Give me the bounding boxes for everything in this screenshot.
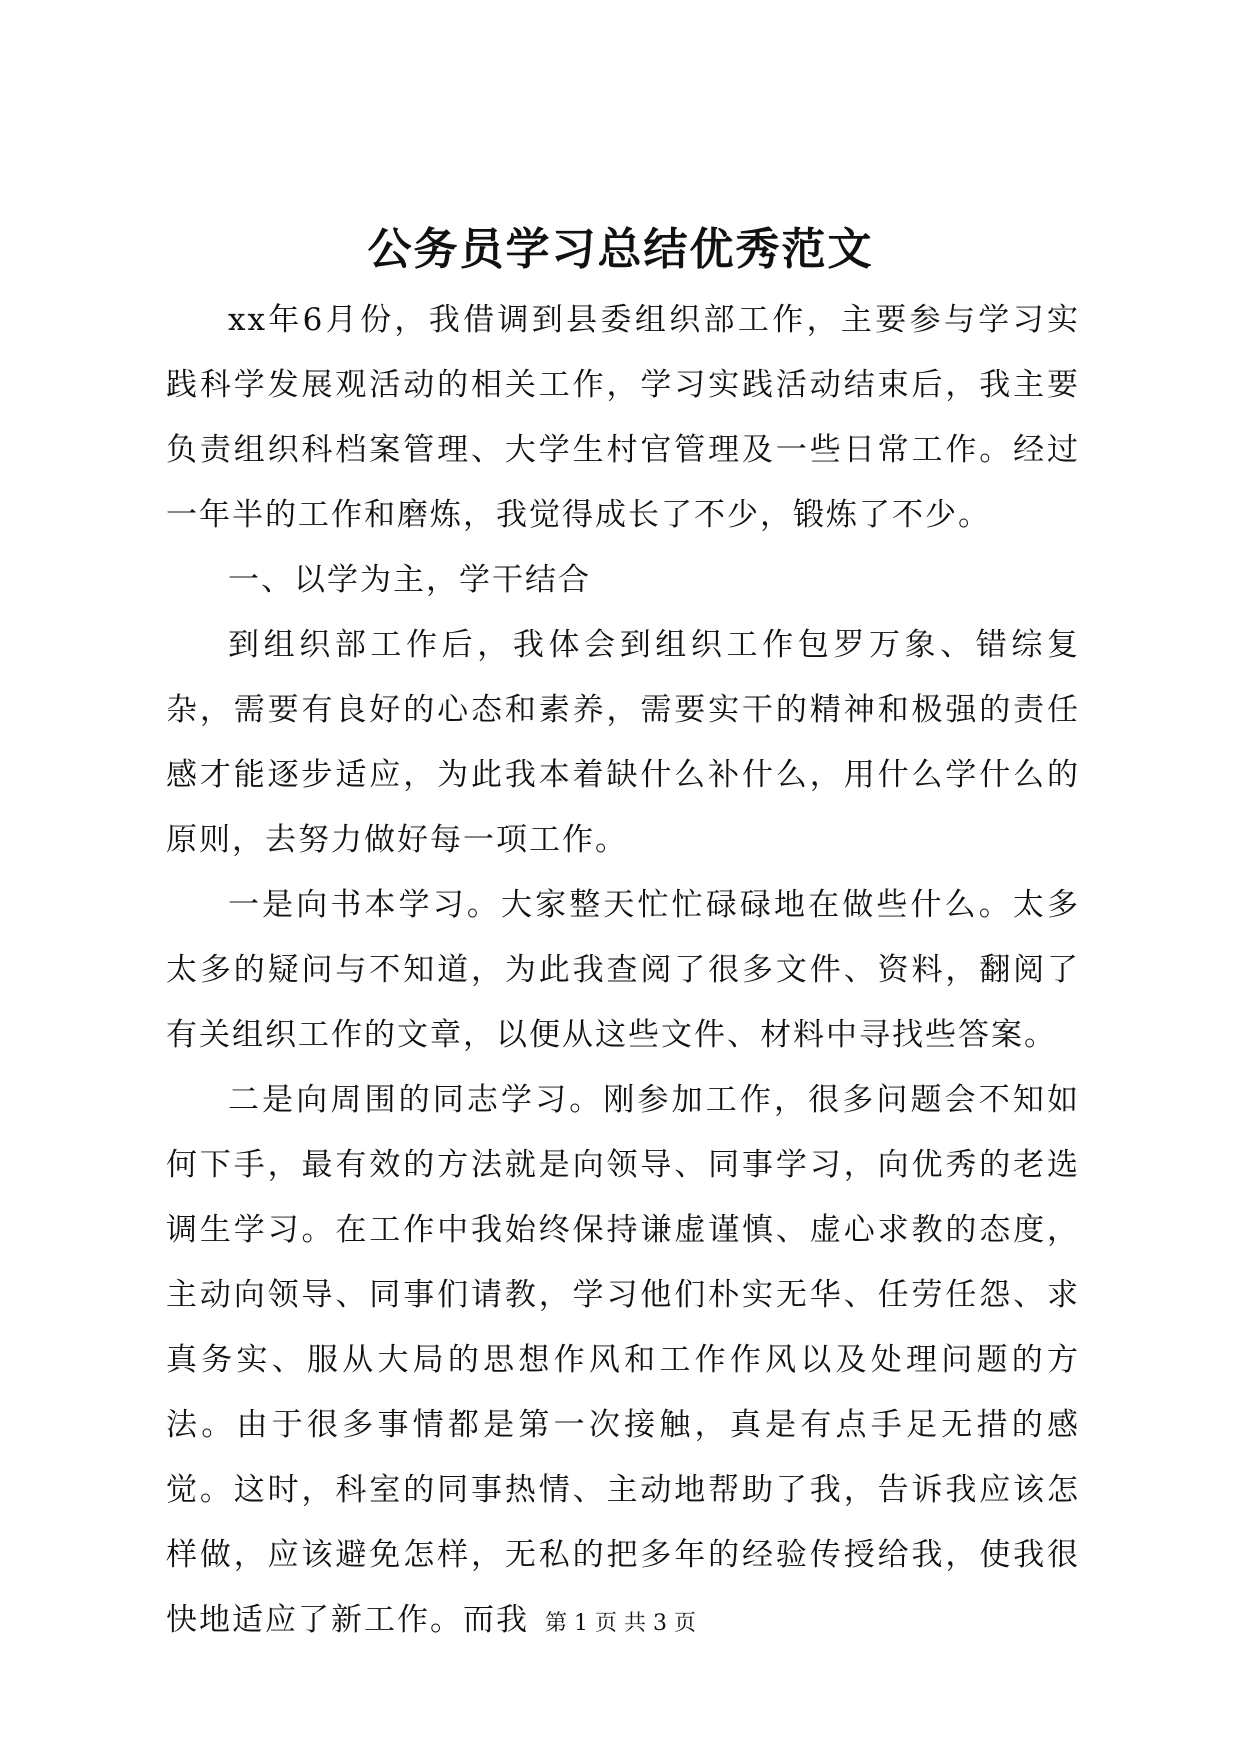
paragraph-intro: xx年6月份，我借调到县委组织部工作，主要参与学习实践科学发展观活动的相关工作，学习实践活动结束后，我主要负责组织科档案管理、大学生村官管理及一些日常工作。经过一年半的工作和磨炼，我觉得成长了不少，锻炼了不少。	[166, 302, 1080, 533]
paragraph-section-1: 到组织部工作后，我体会到组织工作包罗万象、错综复杂，需要有良好的心态和素养，需要实干的精神和极强的责任感才能逐步适应，为此我本着缺什么补什么，用什么学什么的原则，去努力做好每一项工作。	[166, 627, 1080, 858]
document-title: 公务员学习总结优秀范文	[367, 224, 874, 275]
paragraph-point-1: 一是向书本学习。大家整天忙忙碌碌地在做些什么。太多太多的疑问与不知道，为此我查阅了很多文件、资料，翻阅了有关组织工作的文章，以便从这些文件、材料中寻找些答案。	[166, 887, 1080, 1053]
section-heading-1: 一、以学为主，学干结合	[228, 562, 591, 598]
paragraph-point-2: 二是向周围的同志学习。刚参加工作，很多问题会不知如何下手，最有效的方法就是向领导、同事学习，向优秀的老选调生学习。在工作中我始终保持谦虚谨慎、虚心求教的态度，主动向领导、同事们请教，学习他们朴实无华、任劳任怨、求真务实、服从大局的思想作风和工作作风以及处理问题的方法。由于很多事情都是第一次接触，真是有点手足无措的感觉。这时，科室的同事热情、主动地帮助了我，告诉我应该怎样做，应该避免怎样，无私的把多年的经验传授给我，使我很快地适应了新工作。而我	[166, 1082, 1080, 1638]
document-body	[166, 288, 1080, 1653]
page-number: 第 1 页 共 3 页	[545, 1611, 696, 1636]
